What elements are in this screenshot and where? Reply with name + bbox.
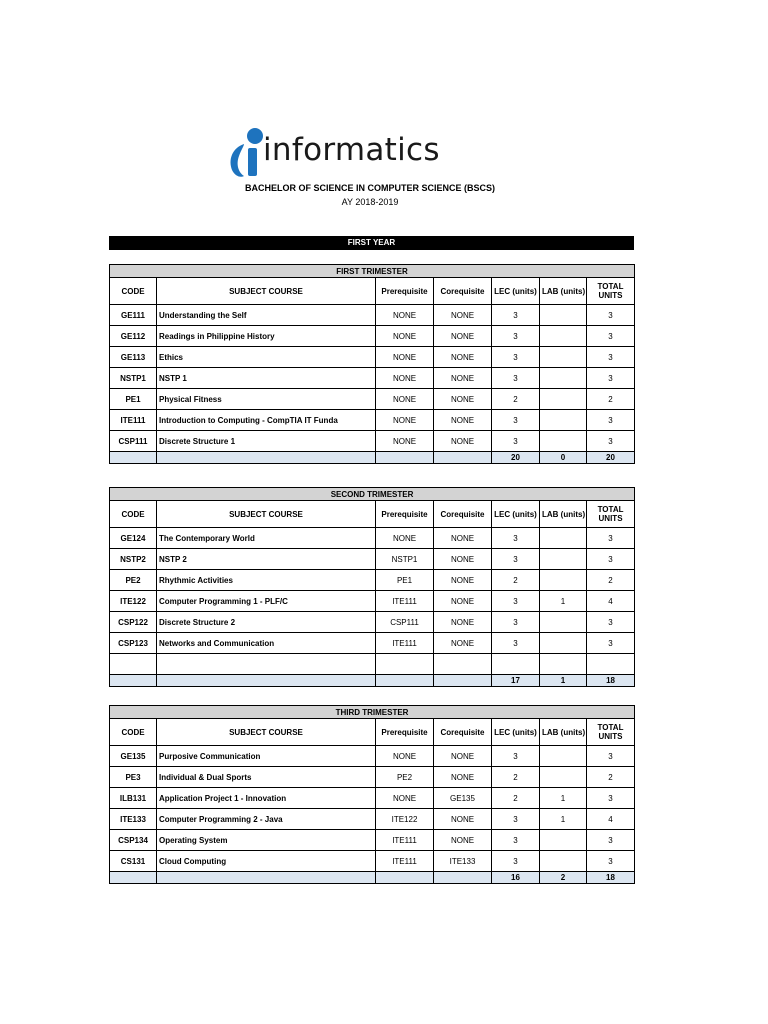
course-subject: NSTP 2 <box>157 549 376 570</box>
col-subject: SUBJECT COURSE <box>157 501 376 528</box>
col-prereq: Prerequisite <box>376 278 434 305</box>
course-lec: 3 <box>492 431 540 452</box>
course-coreq: NONE <box>434 549 492 570</box>
course-code: NSTP2 <box>110 549 157 570</box>
course-coreq: NONE <box>434 305 492 326</box>
course-total: 3 <box>587 410 635 431</box>
table-row <box>110 591 635 612</box>
course-coreq: NONE <box>434 570 492 591</box>
course-prereq: ITE111 <box>376 830 434 851</box>
course-code: CS131 <box>110 851 157 872</box>
course-prereq: NONE <box>376 347 434 368</box>
col-total: TOTAL UNITS <box>587 501 635 528</box>
course-lec: 3 <box>492 528 540 549</box>
course-code: NSTP1 <box>110 368 157 389</box>
course-lab <box>540 830 587 851</box>
table-row <box>110 326 635 347</box>
course-coreq <box>434 654 492 675</box>
course-prereq: PE2 <box>376 767 434 788</box>
col-coreq: Corequisite <box>434 278 492 305</box>
course-subject: Computer Programming 2 - Java <box>157 809 376 830</box>
table-row <box>110 633 635 654</box>
course-code: PE1 <box>110 389 157 410</box>
course-prereq: ITE111 <box>376 851 434 872</box>
course-lab <box>540 528 587 549</box>
course-lec: 3 <box>492 549 540 570</box>
course-subject: Introduction to Computing - CompTIA IT Funda <box>157 410 376 431</box>
course-subject <box>157 654 376 675</box>
course-code: CSP123 <box>110 633 157 654</box>
course-lec: 3 <box>492 809 540 830</box>
totals-row <box>110 675 635 687</box>
course-coreq: NONE <box>434 368 492 389</box>
course-coreq: NONE <box>434 830 492 851</box>
col-total: TOTAL UNITS <box>587 719 635 746</box>
course-code: ITE122 <box>110 591 157 612</box>
course-lec: 3 <box>492 633 540 654</box>
course-code: GE112 <box>110 326 157 347</box>
course-lab <box>540 570 587 591</box>
total-lab: 1 <box>540 675 587 687</box>
course-coreq: NONE <box>434 809 492 830</box>
course-lec: 2 <box>492 570 540 591</box>
course-lab <box>540 389 587 410</box>
course-coreq: NONE <box>434 528 492 549</box>
table-row <box>110 830 635 851</box>
course-subject: Readings in Philippine History <box>157 326 376 347</box>
course-subject: Computer Programming 1 - PLF/C <box>157 591 376 612</box>
total-units: 18 <box>587 872 635 884</box>
course-code: GE111 <box>110 305 157 326</box>
academic-year: AY 2018-2019 <box>341 197 399 207</box>
course-lec <box>492 654 540 675</box>
table-row <box>110 368 635 389</box>
total-lec: 16 <box>492 872 540 884</box>
trimester-title: SECOND TRIMESTER <box>110 488 635 501</box>
course-code: GE124 <box>110 528 157 549</box>
table-row <box>110 612 635 633</box>
trimester-title: THIRD TRIMESTER <box>110 706 635 719</box>
course-prereq: NONE <box>376 788 434 809</box>
course-total: 3 <box>587 746 635 767</box>
course-lec: 3 <box>492 612 540 633</box>
course-prereq: NONE <box>376 305 434 326</box>
trimester-table-2 <box>109 487 635 687</box>
course-prereq: NONE <box>376 528 434 549</box>
course-prereq: ITE111 <box>376 591 434 612</box>
logo-text: informatics <box>263 132 440 168</box>
course-code: CSP111 <box>110 431 157 452</box>
col-lab: LAB (units) <box>540 501 587 528</box>
course-subject: Discrete Structure 2 <box>157 612 376 633</box>
course-lab <box>540 347 587 368</box>
trimester-table-1 <box>109 264 635 464</box>
course-prereq: NSTP1 <box>376 549 434 570</box>
col-code: CODE <box>110 278 157 305</box>
course-lab: 1 <box>540 788 587 809</box>
table-row <box>110 788 635 809</box>
table-row <box>110 431 635 452</box>
course-total: 3 <box>587 830 635 851</box>
course-subject: Networks and Communication <box>157 633 376 654</box>
course-subject: NSTP 1 <box>157 368 376 389</box>
course-subject: Physical Fitness <box>157 389 376 410</box>
course-lec: 2 <box>492 389 540 410</box>
table-row <box>110 347 635 368</box>
course-coreq: GE135 <box>434 788 492 809</box>
table-row <box>110 570 635 591</box>
col-subject: SUBJECT COURSE <box>157 278 376 305</box>
course-prereq: ITE111 <box>376 633 434 654</box>
col-coreq: Corequisite <box>434 501 492 528</box>
course-code: PE2 <box>110 570 157 591</box>
course-prereq: NONE <box>376 410 434 431</box>
course-prereq: PE1 <box>376 570 434 591</box>
table-row <box>110 809 635 830</box>
course-lec: 3 <box>492 347 540 368</box>
total-units: 20 <box>587 452 635 464</box>
col-lab: LAB (units) <box>540 719 587 746</box>
col-lec: LEC (units) <box>492 719 540 746</box>
course-lab <box>540 612 587 633</box>
program-title: BACHELOR OF SCIENCE IN COMPUTER SCIENCE (BSCS) <box>244 183 495 193</box>
course-prereq: NONE <box>376 389 434 410</box>
course-coreq: NONE <box>434 591 492 612</box>
course-total <box>587 654 635 675</box>
table-row <box>110 389 635 410</box>
logo-mark-icon <box>228 126 268 182</box>
course-code: GE135 <box>110 746 157 767</box>
course-lab <box>540 767 587 788</box>
col-lec: LEC (units) <box>492 278 540 305</box>
course-total: 4 <box>587 591 635 612</box>
course-coreq: NONE <box>434 410 492 431</box>
course-prereq: NONE <box>376 746 434 767</box>
table-row <box>110 746 635 767</box>
totals-row <box>110 452 635 464</box>
year-heading: FIRST YEAR <box>109 236 634 250</box>
col-lab: LAB (units) <box>540 278 587 305</box>
course-coreq: ITE133 <box>434 851 492 872</box>
course-lab <box>540 431 587 452</box>
course-code: ITE111 <box>110 410 157 431</box>
course-subject: Cloud Computing <box>157 851 376 872</box>
course-coreq: NONE <box>434 746 492 767</box>
course-total: 3 <box>587 633 635 654</box>
course-prereq: NONE <box>376 431 434 452</box>
course-subject: Rhythmic Activities <box>157 570 376 591</box>
course-lab <box>540 549 587 570</box>
course-total: 3 <box>587 851 635 872</box>
col-coreq: Corequisite <box>434 719 492 746</box>
course-subject: Understanding the Self <box>157 305 376 326</box>
course-subject: Purposive Communication <box>157 746 376 767</box>
col-code: CODE <box>110 719 157 746</box>
course-lec: 2 <box>492 788 540 809</box>
col-subject: SUBJECT COURSE <box>157 719 376 746</box>
course-lab: 1 <box>540 591 587 612</box>
total-lec: 17 <box>492 675 540 687</box>
course-lab <box>540 746 587 767</box>
total-lab: 2 <box>540 872 587 884</box>
course-code: CSP134 <box>110 830 157 851</box>
course-lab <box>540 305 587 326</box>
trimester-table-3 <box>109 705 635 884</box>
course-total: 2 <box>587 389 635 410</box>
course-coreq: NONE <box>434 431 492 452</box>
course-lec: 3 <box>492 851 540 872</box>
course-total: 2 <box>587 767 635 788</box>
total-units: 18 <box>587 675 635 687</box>
course-lec: 3 <box>492 326 540 347</box>
totals-row <box>110 872 635 884</box>
course-lab <box>540 654 587 675</box>
course-prereq: CSP111 <box>376 612 434 633</box>
course-total: 3 <box>587 528 635 549</box>
course-coreq: NONE <box>434 767 492 788</box>
course-prereq: ITE122 <box>376 809 434 830</box>
col-code: CODE <box>110 501 157 528</box>
course-lec: 2 <box>492 767 540 788</box>
course-subject: Application Project 1 - Innovation <box>157 788 376 809</box>
course-lec: 3 <box>492 591 540 612</box>
course-code: GE113 <box>110 347 157 368</box>
course-code: CSP122 <box>110 612 157 633</box>
course-subject: Ethics <box>157 347 376 368</box>
course-lec: 3 <box>492 746 540 767</box>
col-prereq: Prerequisite <box>376 501 434 528</box>
course-lab: 1 <box>540 809 587 830</box>
table-row <box>110 851 635 872</box>
course-subject: Discrete Structure 1 <box>157 431 376 452</box>
course-prereq: NONE <box>376 368 434 389</box>
course-lab <box>540 410 587 431</box>
course-coreq: NONE <box>434 612 492 633</box>
course-lab <box>540 368 587 389</box>
table-row <box>110 305 635 326</box>
course-total: 3 <box>587 788 635 809</box>
total-lec: 20 <box>492 452 540 464</box>
table-row <box>110 410 635 431</box>
course-total: 3 <box>587 431 635 452</box>
table-row <box>110 549 635 570</box>
course-total: 3 <box>587 305 635 326</box>
course-subject: The Contemporary World <box>157 528 376 549</box>
course-prereq: NONE <box>376 326 434 347</box>
course-total: 4 <box>587 809 635 830</box>
total-lab: 0 <box>540 452 587 464</box>
course-prereq <box>376 654 434 675</box>
course-code: ITE133 <box>110 809 157 830</box>
course-total: 3 <box>587 347 635 368</box>
trimester-title: FIRST TRIMESTER <box>110 265 635 278</box>
course-total: 3 <box>587 612 635 633</box>
course-coreq: NONE <box>434 389 492 410</box>
course-total: 3 <box>587 549 635 570</box>
course-total: 3 <box>587 368 635 389</box>
course-code: ILB131 <box>110 788 157 809</box>
course-lab <box>540 326 587 347</box>
course-subject: Operating System <box>157 830 376 851</box>
course-coreq: NONE <box>434 633 492 654</box>
course-lec: 3 <box>492 410 540 431</box>
course-lab <box>540 633 587 654</box>
course-code: PE3 <box>110 767 157 788</box>
course-total: 3 <box>587 326 635 347</box>
col-lec: LEC (units) <box>492 501 540 528</box>
course-lec: 3 <box>492 305 540 326</box>
course-subject: Individual & Dual Sports <box>157 767 376 788</box>
course-lec: 3 <box>492 830 540 851</box>
informatics-logo <box>228 126 468 182</box>
course-code <box>110 654 157 675</box>
table-row <box>110 528 635 549</box>
course-coreq: NONE <box>434 326 492 347</box>
course-lab <box>540 851 587 872</box>
course-lec: 3 <box>492 368 540 389</box>
course-coreq: NONE <box>434 347 492 368</box>
table-row <box>110 654 635 675</box>
col-prereq: Prerequisite <box>376 719 434 746</box>
table-row <box>110 767 635 788</box>
col-total: TOTAL UNITS <box>587 278 635 305</box>
course-total: 2 <box>587 570 635 591</box>
